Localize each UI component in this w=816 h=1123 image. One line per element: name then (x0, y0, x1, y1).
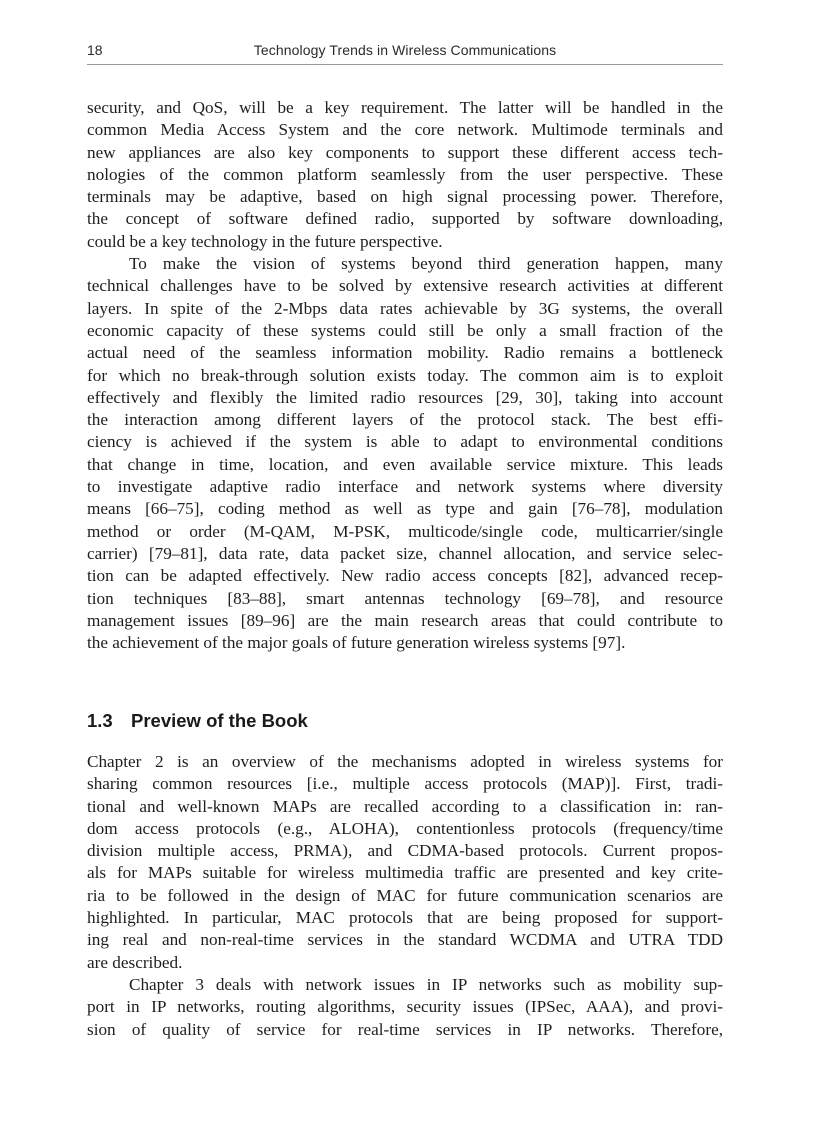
section-number: 1.3 (87, 710, 113, 731)
text-line: actual need of the seamless information mobility. Radio remains a bottleneck (87, 343, 723, 363)
text-line: common Media Access System and the core network. Multimode terminals and (87, 120, 723, 140)
text-line: tional and well-known MAPs are recalled according to a classification in: ran- (87, 796, 723, 816)
text-line: management issues [89–96] are the main research areas that could contribute to (87, 610, 723, 630)
text-line: carrier) [79–81], data rate, data packet size, channel allocation, and service selec- (87, 543, 723, 563)
paragraph (87, 974, 723, 1041)
paragraph (87, 253, 723, 654)
text-line: highlighted. In particular, MAC protocols that are being proposed for support- (87, 908, 723, 928)
text-line: Chapter 2 is an overview of the mechanisms adopted in wireless systems for (87, 752, 723, 771)
body-text-section (87, 751, 723, 1041)
text-line: economic capacity of these systems could still be only a small fraction of the (87, 320, 723, 340)
text-line: means [66–75], coding method as well as type and gain [76–78], modulation (87, 499, 723, 519)
text-line: ciency is achieved if the system is able to adapt to environmental conditions (87, 432, 723, 452)
text-line: the achievement of the major goals of future generation wireless systems [97]. (87, 633, 626, 653)
text-line: Chapter 3 deals with network issues in IP networks such as mobility sup- (129, 974, 723, 994)
text-line: division multiple access, PRMA), and CDMA-based protocols. Current propos- (87, 841, 723, 861)
text-line: terminals may be adaptive, based on high signal processing power. Therefore, (87, 187, 723, 207)
body-text-top (87, 97, 723, 654)
text-line: ria to be followed in the design of MAC for future communication scenarios are (87, 885, 723, 905)
text-line: tion techniques [83–88], smart antennas technology [69–78], and resource (87, 588, 723, 608)
text-line: als for MAPs suitable for wireless multimedia traffic are presented and key crite- (87, 863, 723, 883)
running-header (87, 42, 723, 65)
text-line: tion can be adapted effectively. New radio access concepts [82], advanced recep- (87, 566, 723, 586)
paragraph (87, 751, 723, 974)
text-line: new appliances are also key components to support these different access tech- (87, 142, 723, 162)
section-title: Preview of the Book (131, 710, 308, 731)
text-line: are described. (87, 952, 183, 972)
paragraph (87, 97, 723, 253)
text-line: ing real and non-real-time services in the standard WCDMA and UTRA TDD (87, 930, 723, 950)
text-line: for which no break-through solution exists today. The common aim is to exploit (87, 365, 723, 385)
text-line: that change in time, location, and even available service mixture. This leads (87, 454, 723, 474)
text-line: nologies of the common platform seamlessly from the user perspective. These (87, 164, 723, 184)
page-number: 18 (87, 42, 103, 58)
section-heading (87, 710, 723, 732)
text-line: technical challenges have to be solved by extensive research activities at different (87, 276, 723, 296)
text-line: dom access protocols (e.g., ALOHA), contentionless protocols (frequency/time (87, 818, 723, 838)
text-line: security, and QoS, will be a key requirement. The latter will be handled in the (87, 98, 723, 117)
text-line: To make the vision of systems beyond third generation happen, many (129, 254, 723, 274)
text-line: sion of quality of service for real-time services in IP networks. Therefore, (87, 1019, 723, 1039)
text-line: to investigate adaptive radio interface and network systems where diversity (87, 477, 723, 497)
text-line: could be a key technology in the future perspective. (87, 231, 443, 251)
text-line: the interaction among different layers of the protocol stack. The best effi- (87, 410, 723, 430)
running-title: Technology Trends in Wireless Communications (253, 42, 557, 58)
text-line: layers. In spite of the 2-Mbps data rates achievable by 3G systems, the overall (87, 298, 723, 318)
text-line: the concept of software defined radio, supported by software downloading, (87, 209, 723, 229)
text-line: method or order (M-QAM, M-PSK, multicode/single code, multicarrier/single (87, 521, 723, 541)
text-line: effectively and flexibly the limited radio resources [29, 30], taking into account (87, 387, 723, 407)
text-line: port in IP networks, routing algorithms, security issues (IPSec, AAA), and provi- (87, 997, 723, 1017)
text-line: sharing common resources [i.e., multiple access protocols (MAP)]. First, tradi- (87, 774, 723, 794)
